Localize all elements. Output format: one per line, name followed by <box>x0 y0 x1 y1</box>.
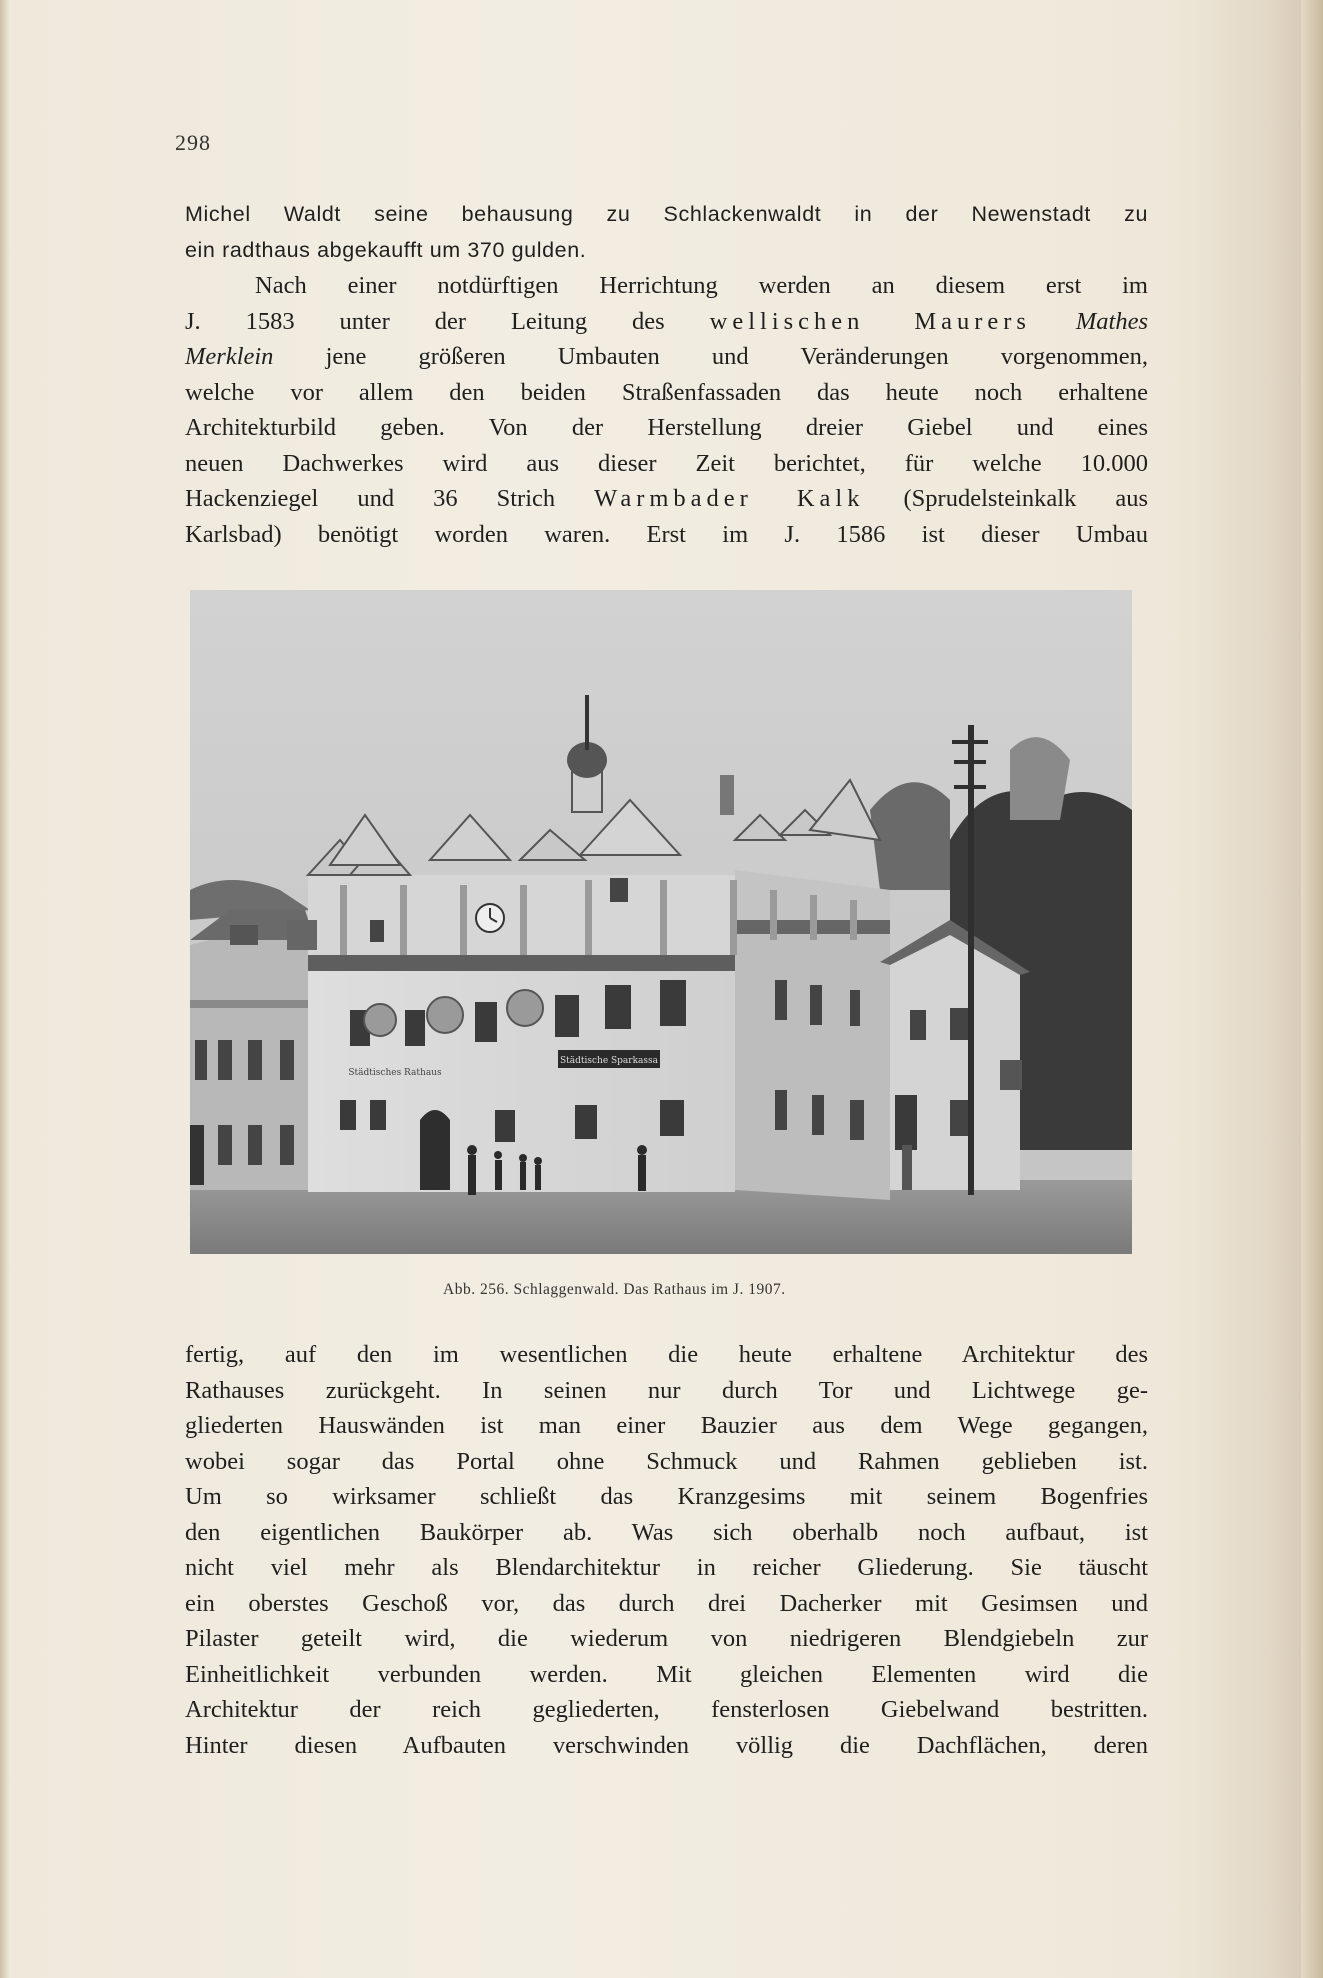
text-line: fertig, auf den im wesentlichen die heute erhaltene Architektur des <box>185 1341 1148 1368</box>
text-segment: J. 1583 unter der Leitung des <box>185 307 665 335</box>
text-line <box>185 339 1148 375</box>
text-segment-spaced: wellischen Maurers <box>709 307 1031 335</box>
text-line: Rathauses zurückgeht. In seinen nur durch Tor und Lichtwege ge- <box>185 1376 1148 1404</box>
page-number: 298 <box>175 130 211 155</box>
text-line: Pilaster geteilt wird, die wiederum von niedrigeren Blendgiebeln zur <box>185 1625 1148 1652</box>
text-line: gliederten Hauswänden ist man einer Bauzier aus dem Wege gegangen, <box>185 1412 1148 1439</box>
paragraph-top <box>185 197 1148 552</box>
text-line: nicht viel mehr als Blendarchitektur in reicher Gliederung. Sie täuscht <box>185 1554 1148 1581</box>
text-line: ein radthaus abgekaufft um 370 gulden. <box>185 237 587 262</box>
text-line: Einheitlichkeit verbunden werden. Mit gleichen Elementen wird die <box>185 1660 1148 1688</box>
text-line: Michel Waldt seine behausung zu Schlackenwaldt in der Newenstadt zu <box>185 202 1148 226</box>
text-line: Hinter diesen Aufbauten verschwinden völlig die Dachflächen, deren <box>185 1731 1148 1759</box>
text-line: neuen Dachwerkes wird aus dieser Zeit berichtet, für welche 10.000 <box>185 449 1148 477</box>
text-segment-italic: Merklein <box>185 343 274 370</box>
text-line: Um so wirksamer schließt das Kranzgesims mit seinem Bogenfries <box>185 1483 1148 1510</box>
street-post <box>902 1145 912 1190</box>
sign-savings-bank: Städtische Sparkassa <box>559 1056 659 1066</box>
paragraph-bottom <box>185 1337 1148 1763</box>
text-segment-spaced: Warmbader Kalk <box>594 485 865 512</box>
text-line: Architekturbild geben. Von der Herstellung dreier Giebel und eines <box>185 414 1148 441</box>
text-segment-italic: Mathes <box>1075 307 1149 335</box>
text-line: welche vor allem den beiden Straßenfassaden das heute noch erhaltene <box>185 378 1148 406</box>
text-line: den eigentlichen Baukörper ab. Was sich oberhalb noch aufbaut, ist <box>185 1518 1148 1546</box>
figure-caption: Abb. 256. Schlaggenwald. Das Rathaus im J. 1907. <box>443 1281 786 1298</box>
text-line <box>185 481 1148 517</box>
text-segment: Hackenziegel und 36 Strich <box>185 485 556 512</box>
page-left-edge <box>0 0 10 1978</box>
text-line: ein oberstes Geschoß vor, das durch drei Dacherker mit Gesimsen und <box>185 1589 1148 1617</box>
left-houses <box>190 910 315 1190</box>
text-line <box>185 304 1148 340</box>
sign-town-hall: Städtisches Rathaus <box>348 1068 442 1078</box>
town-hall-photograph <box>190 590 1132 1254</box>
page-right-edge <box>1301 0 1323 1978</box>
text-line: wobei sogar das Portal ohne Schmuck und Rahmen geblieben ist. <box>185 1447 1148 1475</box>
text-line: Karlsbad) benötigt worden waren. Erst im J. 1586 ist dieser Umbau <box>185 520 1148 548</box>
text-line: Architektur der reich gegliederten, fensterlosen Giebelwand bestritten. <box>185 1696 1148 1723</box>
portal-door <box>420 1110 450 1190</box>
figure-photo-town-hall <box>190 590 1132 1254</box>
text-segment: jene größeren Umbauten und Veränderungen vorgenommen, <box>325 343 1148 370</box>
text-segment: (Sprudelsteinkalk aus <box>903 485 1149 512</box>
text-line: Nach einer notdürftigen Herrichtung werden an diesem erst im <box>255 272 1148 299</box>
